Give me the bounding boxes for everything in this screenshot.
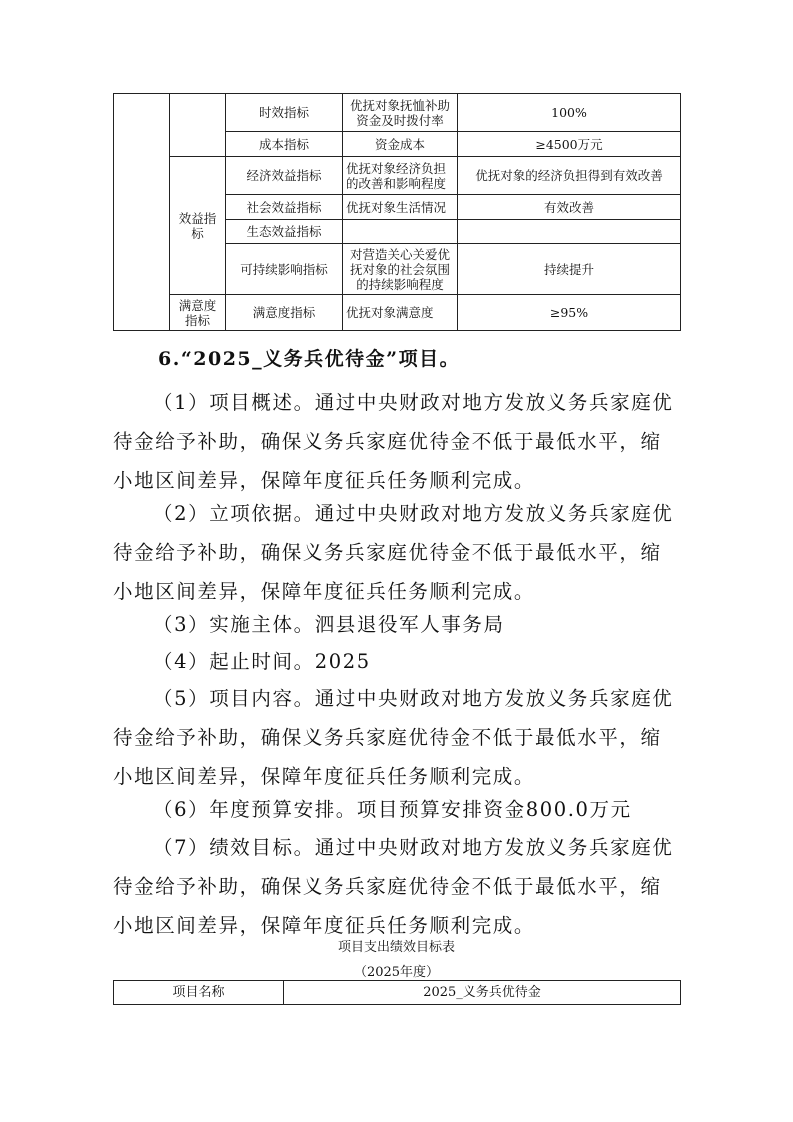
value-cell: 持续提升 [458,244,681,295]
indicator-cell: 资金成本 [343,132,458,157]
third-level-cell: 生态效益指标 [226,220,343,244]
text-line: （6）年度预算安排。项目预算安排资金800.0万元 [153,798,632,821]
text-line: （5）项目内容。通过中央财政对地方发放义务兵家庭优 [153,687,674,710]
third-level-cell: 可持续影响指标 [226,244,343,295]
table-caption-year: （2025年度） [353,965,440,980]
third-level-cell: 时效指标 [226,94,343,132]
text-line: 小地区间差异，保障年度征兵任务顺利完成。 [113,914,536,937]
text-line: （2）立项依据。通过中央财政对地方发放义务兵家庭优 [153,502,674,525]
indicator-cell: 优抚对象满意度 [343,295,458,331]
third-level-cell: 经济效益指标 [226,157,343,195]
table-row [114,94,681,132]
indicator-cell: 优抚对象经济负担的改善和影响程度 [343,157,458,195]
table-row [114,157,681,195]
paragraph-content [113,679,680,796]
table-row [114,295,681,331]
second-level-cell: 效益指标 [170,157,226,295]
section-heading: 6.“2025_义务兵优待金”项目。 [158,348,461,370]
text-line: 待金给予补助，确保义务兵家庭优待金不低于最低水平，缩 [113,430,662,453]
paragraph-entity [113,605,680,644]
text-line: （3）实施主体。泗县退役军人事务局 [153,613,505,636]
value-cell [458,220,681,244]
text-line: （1）项目概述。通过中央财政对地方发放义务兵家庭优 [153,391,674,414]
project-name-label: 项目名称 [114,981,284,1005]
paragraph-overview [113,383,680,500]
second-level-cell [170,94,226,157]
value-cell: ≥95% [458,295,681,331]
text-line: 小地区间差异，保障年度征兵任务顺利完成。 [113,580,536,603]
value-cell: 100% [458,94,681,132]
indicator-cell: 优抚对象生活情况 [343,195,458,220]
paragraph-basis [113,494,680,611]
project-name-table [113,980,681,1005]
indicator-cell: 优抚对象抚恤补助资金及时拨付率 [343,94,458,132]
project-name-value: 2025_义务兵优待金 [284,981,681,1005]
table-caption-title: 项目支出绩效目标表 [337,940,455,955]
text-line: 小地区间差异，保障年度征兵任务顺利完成。 [113,469,536,492]
third-level-cell: 成本指标 [226,132,343,157]
text-line: 待金给予补助，确保义务兵家庭优待金不低于最低水平，缩 [113,541,662,564]
value-cell: 有效改善 [458,195,681,220]
second-level-cell: 满意度指标 [170,295,226,331]
third-level-cell: 社会效益指标 [226,195,343,220]
performance-indicator-table [113,93,681,331]
text-line: （7）绩效目标。通过中央财政对地方发放义务兵家庭优 [153,836,674,859]
third-level-cell: 满意度指标 [226,295,343,331]
paragraph-period [113,642,680,681]
value-cell: 优抚对象的经济负担得到有效改善 [458,157,681,195]
table-row [114,981,681,1005]
indicator-cell [343,220,458,244]
indicator-cell: 对营造关心关爱优抚对象的社会氛围的持续影响程度 [343,244,458,295]
text-line: 待金给予补助，确保义务兵家庭优待金不低于最低水平，缩 [113,726,662,749]
value-cell: ≥4500万元 [458,132,681,157]
text-line: （4）起止时间。2025 [153,650,371,673]
text-line: 待金给予补助，确保义务兵家庭优待金不低于最低水平，缩 [113,875,662,898]
paragraph-goal [113,828,680,945]
paragraph-budget [113,790,680,829]
first-level-cell [114,94,170,331]
text-line: 小地区间差异，保障年度征兵任务顺利完成。 [113,765,536,788]
